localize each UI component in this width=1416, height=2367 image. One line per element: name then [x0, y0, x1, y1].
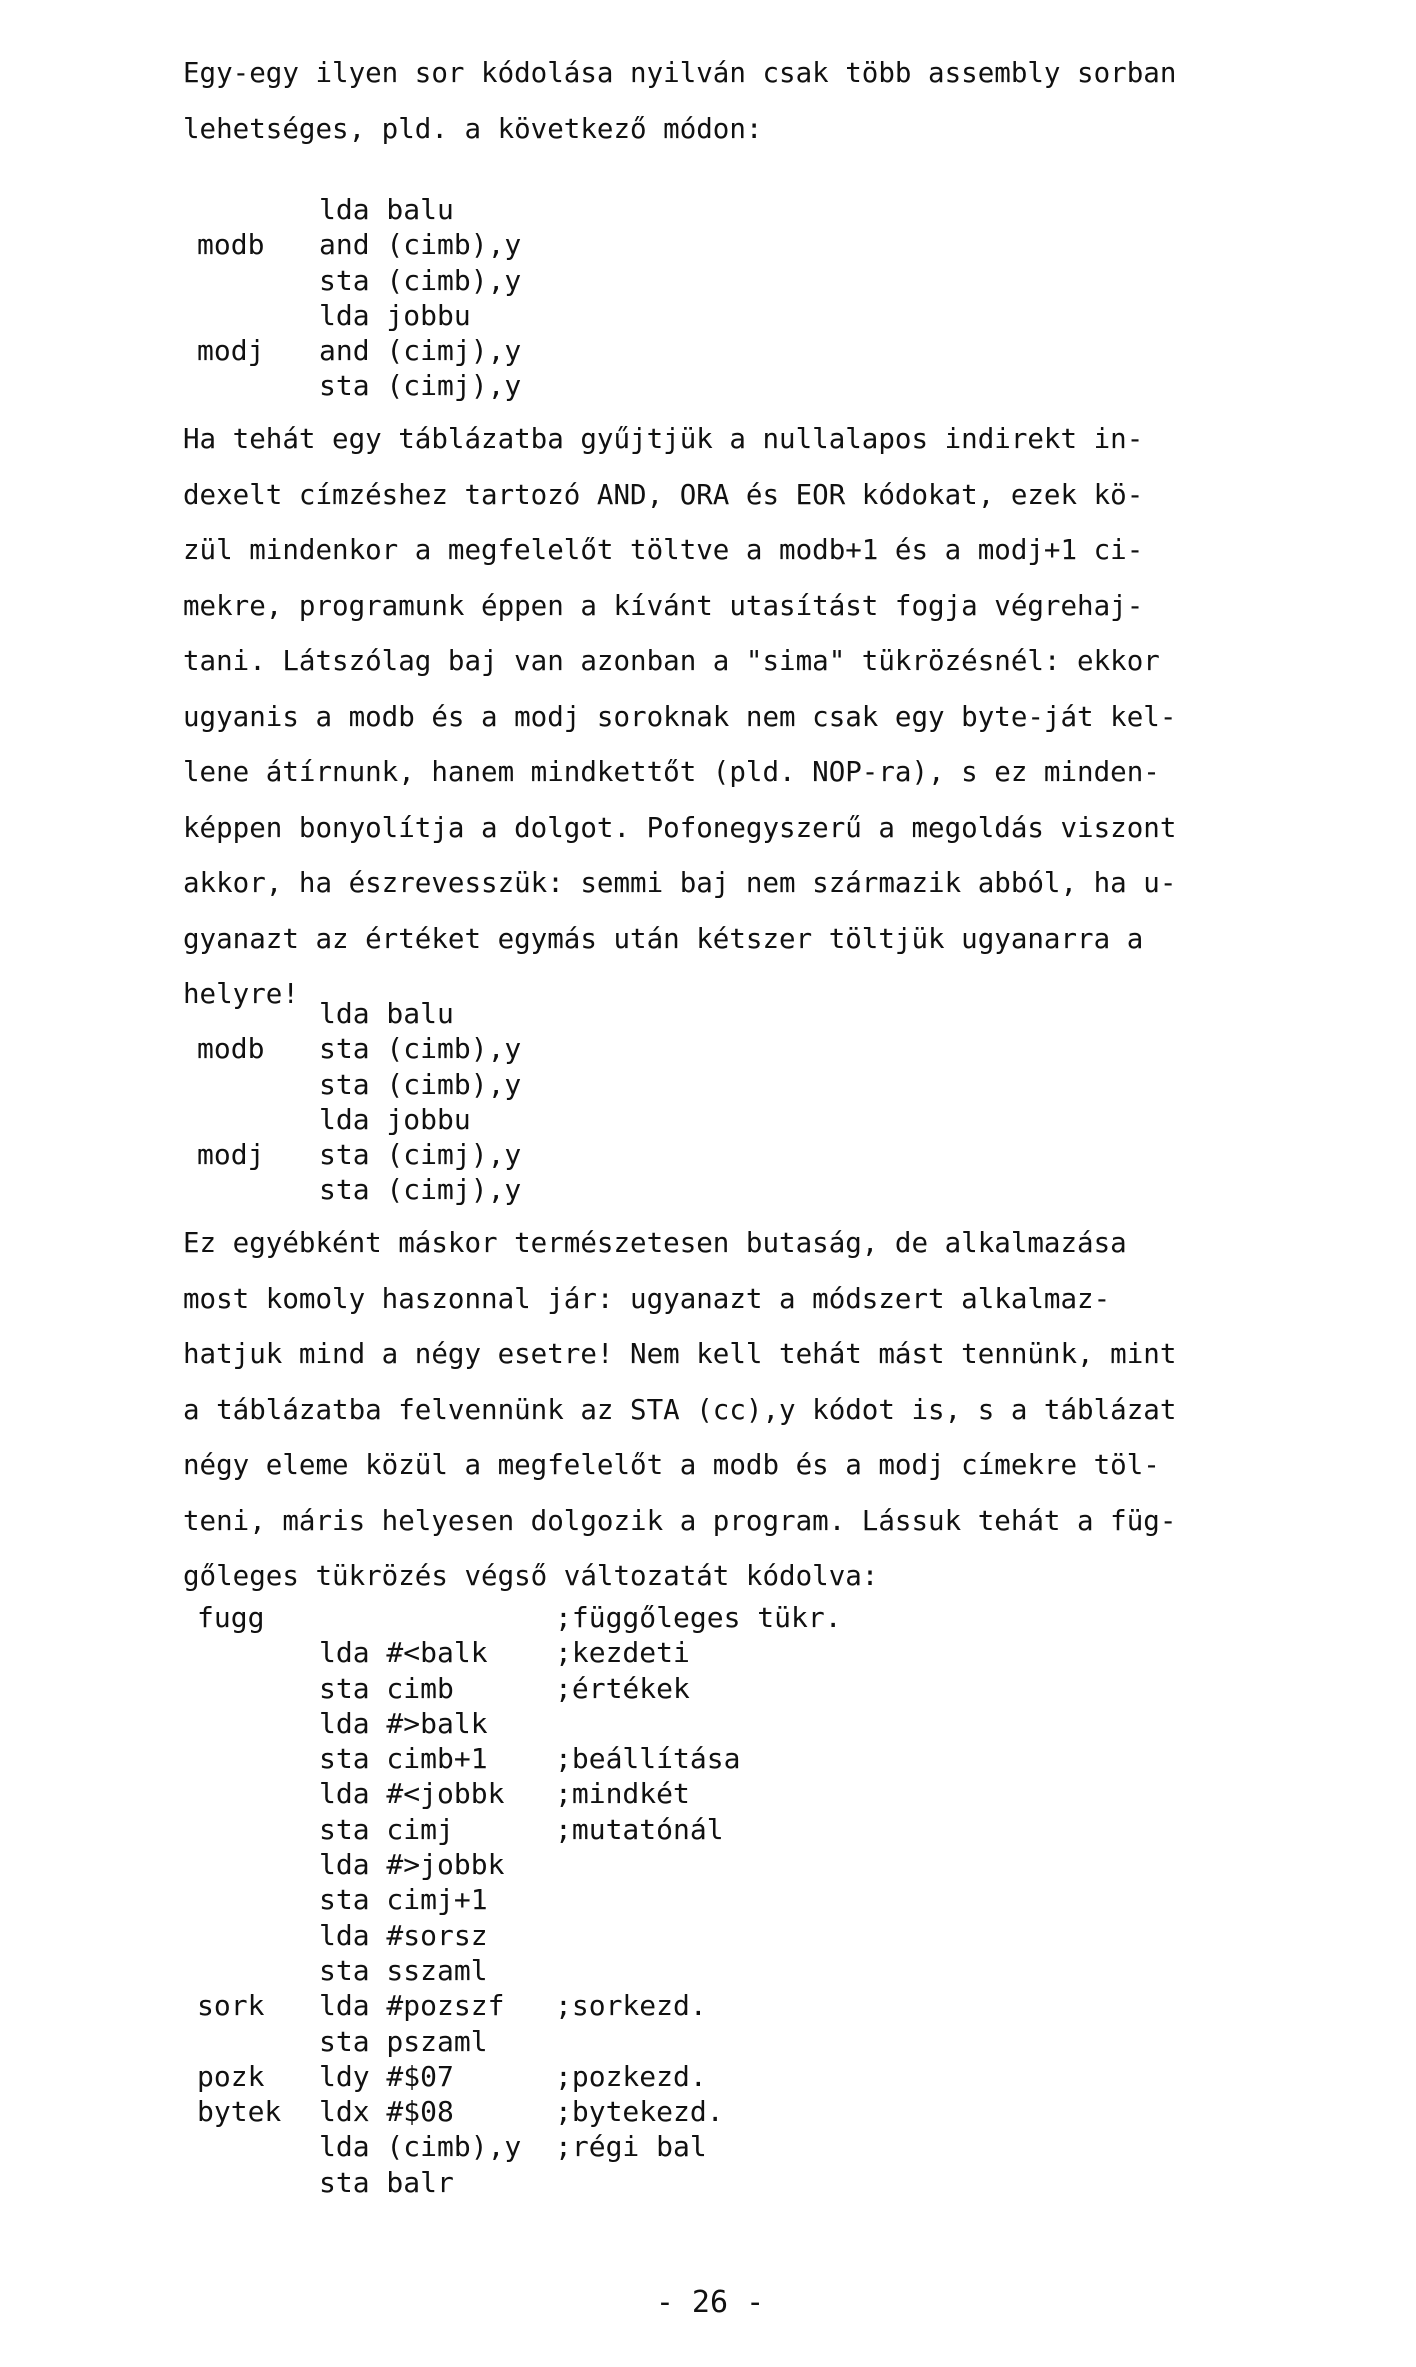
text-line: tani. Látszólag baj van azonban a "sima" tükrözésnél: ekkor	[183, 645, 1160, 677]
code-comment: ;pozkezd.	[555, 2059, 707, 2093]
code-instruction: lda #>jobbk	[319, 1848, 505, 1882]
code-label: modj	[197, 1138, 265, 1172]
code-label: sork	[197, 1989, 265, 2023]
code-comment: ;beállítása	[555, 1742, 741, 1776]
text-line: hatjuk mind a négy esetre! Nem kell tehát mást tennünk, mint	[183, 1338, 1177, 1370]
code-comment: ;értékek	[555, 1671, 690, 1705]
text-line: négy eleme közül a megfelelőt a modb és a modj címekre töl-	[183, 1449, 1160, 1481]
code-line	[197, 192, 797, 227]
code-comment: ;régi bal	[555, 2130, 707, 2164]
text-line: dexelt címzéshez tartozó AND, ORA és EOR kódokat, ezek kö-	[183, 478, 1144, 511]
code-instruction: lda (cimb),y	[319, 2130, 522, 2164]
code-instruction: sta cimj+1	[319, 1883, 488, 1917]
text-line: most komoly haszonnal jár: ugyanazt a módszert alkalmaz-	[183, 1282, 1111, 1315]
code-line	[197, 298, 797, 333]
code-comment: ;bytekezd.	[555, 2095, 724, 2129]
code-comment: ;kezdeti	[555, 1636, 690, 1670]
code-instruction: sta cimj	[319, 1812, 454, 1846]
code-line	[197, 1067, 797, 1102]
code-instruction: lda #>balk	[319, 1706, 488, 1740]
code-line	[197, 2094, 997, 2129]
code-label: bytek	[197, 2095, 282, 2129]
code-instruction: lda #sorsz	[319, 1918, 488, 1952]
code-line	[197, 333, 797, 368]
code-instruction: lda #<balk	[319, 1636, 488, 1670]
code-instruction: ldy #$07	[319, 2059, 454, 2093]
code-line	[197, 1918, 997, 1953]
text-line: gőleges tükrözés végső változatát kódolva:	[183, 1560, 879, 1592]
code-instruction: sta (cimb),y	[319, 263, 522, 297]
code-instruction: sta sszaml	[319, 1953, 488, 1987]
code-instruction: lda #<jobbk	[319, 1777, 505, 1811]
code-instruction: sta cimb	[319, 1671, 454, 1705]
code-instruction: ldx #$08	[319, 2095, 454, 2129]
code-line	[197, 2129, 997, 2164]
text-line: mekre, programunk éppen a kívánt utasítást fogja végrehaj-	[183, 589, 1144, 622]
code-instruction: sta (cimj),y	[319, 1173, 522, 1207]
code-comment: ;függőleges tükr.	[555, 1601, 842, 1634]
code-instruction: sta (cimb),y	[319, 1067, 522, 1101]
code-line	[197, 1776, 997, 1811]
text-line: Ha tehát egy táblázatba gyűjtjük a nullalapos indirekt in-	[183, 423, 1144, 455]
text-line: a táblázatba felvennünk az STA (cc),y kódot is, s a táblázat	[183, 1393, 1177, 1426]
code-line	[197, 2059, 997, 2094]
code-label: pozk	[197, 2059, 265, 2093]
code-block-3	[197, 1600, 997, 2200]
code-instruction: lda jobbu	[319, 1102, 471, 1136]
text-line: képpen bonyolítja a dolgot. Pofonegyszerű a megoldás viszont	[183, 811, 1177, 844]
text-line: teni, máris helyesen dolgozik a program. Lássuk tehát a füg-	[183, 1504, 1177, 1537]
code-line	[197, 1847, 997, 1882]
text-line: lehetséges, pld. a következő módon:	[183, 112, 763, 145]
intro-paragraph	[183, 46, 1243, 157]
text-line: gyanazt az értéket egymás után kétszer töltjük ugyanarra a	[183, 922, 1144, 955]
code-instruction: and (cimj),y	[319, 334, 522, 368]
code-line	[197, 1600, 997, 1635]
text-line: Egy-egy ilyen sor kódolása nyilván csak több assembly sorban	[183, 57, 1177, 89]
code-line	[197, 1882, 997, 1917]
code-label: fugg	[197, 1601, 265, 1634]
code-line	[197, 1635, 997, 1670]
code-block-2	[197, 996, 797, 1208]
text-line: akkor, ha észrevesszük: semmi baj nem származik abból, ha u-	[183, 867, 1177, 899]
code-line	[197, 263, 797, 298]
text-line: helyre!	[183, 978, 299, 1010]
text-line: zül mindenkor a megfelelőt töltve a modb+1 és a modj+1 ci-	[183, 534, 1144, 566]
text-line: Ez egyébként máskor természetesen butaság, de alkalmazása	[183, 1227, 1127, 1259]
page-number: - 26 -	[655, 2285, 765, 2320]
code-instruction: sta cimb+1	[319, 1742, 488, 1776]
code-line	[197, 1988, 997, 2023]
code-comment: ;sorkezd.	[555, 1989, 707, 2023]
code-instruction: sta pszaml	[319, 2024, 488, 2058]
code-label: modb	[197, 1032, 265, 1066]
code-line	[197, 1671, 997, 1706]
code-comment: ;mindkét	[555, 1777, 690, 1811]
code-instruction: lda #pozszf	[319, 1989, 505, 2023]
code-line	[197, 1706, 997, 1741]
code-instruction: lda balu	[319, 997, 454, 1030]
code-line	[197, 1031, 797, 1066]
code-comment: ;mutatónál	[555, 1812, 724, 1846]
code-line	[197, 1953, 997, 1988]
code-instruction: lda balu	[319, 193, 454, 226]
code-block-1	[197, 192, 797, 404]
code-label: modb	[197, 228, 265, 262]
code-line	[197, 1812, 997, 1847]
code-line	[197, 368, 797, 403]
code-instruction: and (cimb),y	[319, 228, 522, 262]
text-line: ugyanis a modb és a modj soroknak nem csak egy byte-ját kel-	[183, 700, 1177, 733]
code-instruction: sta (cimj),y	[319, 369, 522, 403]
code-line	[197, 227, 797, 262]
code-label: modj	[197, 334, 265, 368]
explanation-paragraph	[183, 412, 1243, 1023]
conclusion-paragraph	[183, 1216, 1243, 1605]
code-line	[197, 1137, 797, 1172]
code-line	[197, 1102, 797, 1137]
code-line	[197, 2024, 997, 2059]
code-instruction: sta balr	[319, 2165, 454, 2199]
text-line: lene átírnunk, hanem mindkettőt (pld. NOP-ra), s ez minden-	[183, 756, 1160, 788]
code-line	[197, 2165, 997, 2200]
code-line	[197, 1172, 797, 1207]
code-line	[197, 1741, 997, 1776]
code-line	[197, 996, 797, 1031]
code-instruction: sta (cimj),y	[319, 1138, 522, 1172]
code-instruction: lda jobbu	[319, 298, 471, 332]
code-instruction: sta (cimb),y	[319, 1032, 522, 1066]
